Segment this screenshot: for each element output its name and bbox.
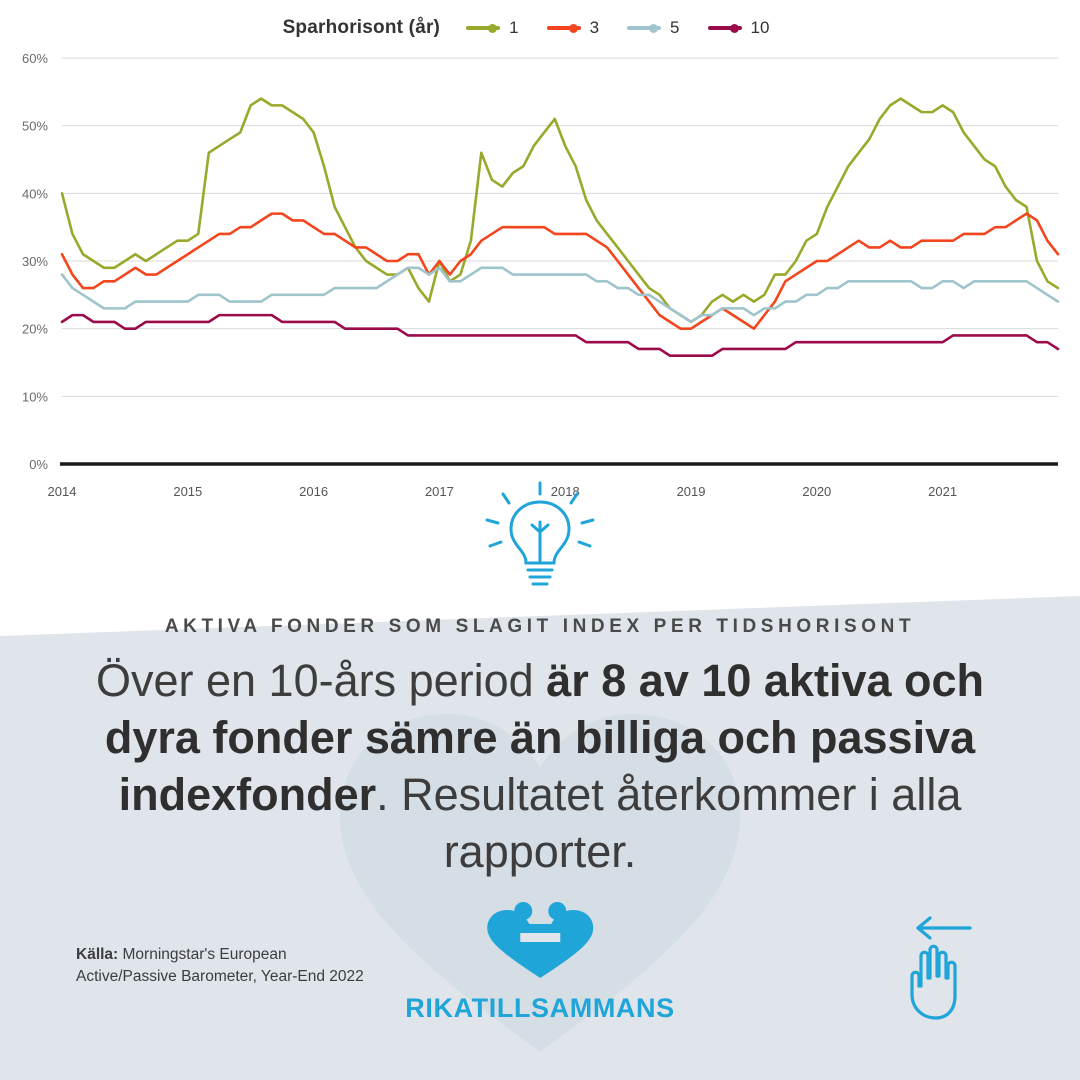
legend-dot-icon	[730, 24, 739, 33]
brand-name: RIKATILLSAMMANS	[405, 993, 675, 1023]
legend-item-10	[708, 18, 770, 38]
x-tick-label: 2016	[299, 484, 329, 499]
headline-part2: . Resultatet återkommer i alla rapporter.	[376, 769, 962, 878]
headline-part1: Över en 10-års period	[95, 655, 547, 706]
legend-dot-icon	[649, 24, 658, 33]
y-tick-label: 50%	[21, 118, 48, 134]
x-tick-label: 2020	[802, 484, 832, 499]
legend-label: 10	[750, 18, 770, 37]
y-tick-label: 40%	[21, 186, 48, 202]
series-line-10	[62, 315, 1058, 356]
legend-label: 3	[589, 18, 600, 37]
series-line-3	[62, 214, 1058, 329]
legend-item-1	[466, 18, 518, 38]
source-text: Morningstar's European Active/Passive Barometer, Year-End 2022	[76, 946, 364, 985]
chart-legend	[0, 14, 1080, 42]
headline	[90, 652, 990, 881]
kicker-text: AKTIVA FONDER SOM SLAGIT INDEX PER TIDSHORISONT	[164, 616, 916, 637]
legend-label: 1	[509, 18, 519, 37]
y-tick-label: 0%	[29, 457, 48, 472]
headline-bold: är 8 av 10 aktiva och dyra fonder sämre än billiga och passiva indexfonder	[104, 655, 985, 821]
series-line-1	[62, 99, 1058, 322]
plot-area	[0, 44, 1080, 514]
x-tick-label: 2015	[173, 484, 203, 499]
legend-dot-icon	[569, 24, 578, 33]
x-tick-label: 2017	[424, 484, 454, 499]
y-tick-label: 60%	[21, 51, 48, 66]
legend-item-3	[547, 18, 599, 38]
source-label: Källa:	[76, 946, 119, 963]
rikatillsammans-mark-icon	[465, 900, 615, 982]
legend-item-5	[627, 18, 679, 38]
series-lines	[62, 99, 1058, 356]
y-tick-label: 10%	[21, 389, 48, 405]
x-tick-label: 2021	[928, 484, 958, 499]
legend-title: Sparhorisont (år)	[282, 17, 441, 38]
swipe-left-hand-icon	[896, 914, 992, 1022]
series-line-5	[62, 268, 1058, 322]
source-note	[76, 944, 376, 988]
y-tick-label: 20%	[21, 321, 48, 337]
brand-logo	[405, 900, 674, 1024]
legend-label: 5	[670, 18, 680, 37]
line-chart-svg	[0, 44, 1080, 514]
gridlines	[62, 58, 1058, 396]
y-axis-labels	[22, 51, 48, 472]
lightbulb-icon	[475, 480, 605, 590]
y-tick-label: 30%	[21, 254, 48, 269]
x-tick-label: 2014	[47, 484, 77, 499]
legend-dot-icon	[488, 24, 497, 33]
x-tick-label: 2018	[550, 484, 580, 499]
x-tick-label: 2019	[676, 484, 706, 499]
